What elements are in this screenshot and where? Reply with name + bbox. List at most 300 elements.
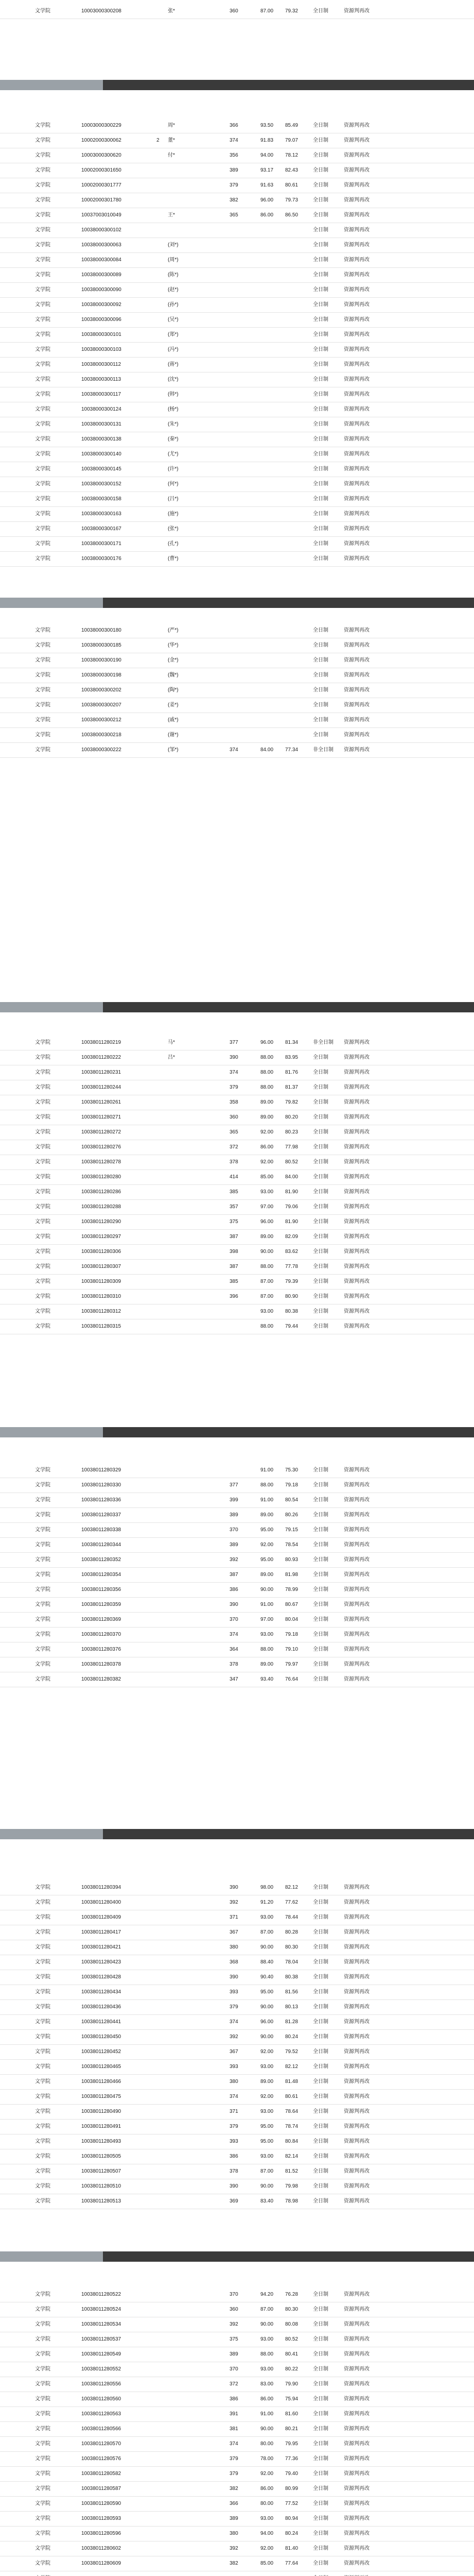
total-score-cell: 79.40	[285, 2471, 299, 2477]
prelim-score-cell: 382	[230, 197, 238, 203]
table-row	[0, 1970, 474, 1985]
table-row	[0, 4, 474, 19]
exam-id-cell: 10038011280278	[81, 1159, 121, 1165]
status-cell: 资源判再改	[344, 2396, 370, 2402]
exam-id-cell: 10038000300112	[81, 362, 121, 367]
name-cell: (姜*)	[168, 702, 179, 708]
dept-cell: 文学院	[35, 2079, 50, 2084]
status-cell: 资源判再改	[344, 227, 370, 233]
dept-cell: 文学院	[35, 1219, 50, 1225]
study-mode-cell: 全日制	[313, 406, 328, 412]
exam-id-cell: 10038011280560	[81, 2396, 121, 2402]
dept-cell: 文学院	[35, 451, 50, 457]
study-mode-cell: 全日制	[313, 1279, 328, 1284]
status-cell: 资源判再改	[344, 2531, 370, 2536]
total-score-cell: 78.64	[285, 2109, 299, 2114]
status-cell: 资源判再改	[344, 1959, 370, 1965]
table-row	[0, 492, 474, 507]
status-cell: 资源判再改	[344, 526, 370, 532]
table-row	[0, 1304, 474, 1319]
retest-score-cell: 91.20	[260, 1900, 274, 1905]
table-row	[0, 178, 474, 193]
prelim-score-cell: 365	[230, 212, 238, 218]
retest-score-cell: 89.00	[260, 1234, 274, 1240]
total-score-cell: 80.84	[285, 2139, 299, 2144]
dept-cell: 文学院	[35, 2168, 50, 2174]
exam-id-cell: 10038011280602	[81, 2546, 121, 2551]
prelim-score-cell: 385	[230, 1189, 238, 1195]
retest-score-cell: 91.00	[260, 1602, 274, 1607]
exam-id-cell: 10038011280290	[81, 1219, 121, 1225]
prelim-score-cell: 378	[230, 2168, 238, 2174]
retest-score-cell: 93.50	[260, 123, 274, 128]
study-mode-cell: 全日制	[313, 1482, 328, 1488]
total-score-cell: 83.62	[285, 1249, 299, 1255]
status-cell: 资源判再改	[344, 2064, 370, 2070]
study-mode-cell: 全日制	[313, 1617, 328, 1622]
study-mode-cell: 全日制	[313, 1662, 328, 1667]
study-mode-cell: 全日制	[313, 451, 328, 457]
retest-score-cell: 92.00	[260, 2094, 274, 2099]
table-row	[0, 1672, 474, 1687]
exam-id-cell: 10038000300218	[81, 732, 121, 738]
total-score-cell: 80.13	[285, 2004, 299, 2010]
dept-cell: 文学院	[35, 2336, 50, 2342]
exam-id-cell: 10038011280354	[81, 1572, 121, 1578]
dept-cell: 文学院	[35, 1602, 50, 1607]
total-score-cell: 77.36	[285, 2456, 299, 2462]
total-score-cell: 80.67	[285, 1602, 299, 1607]
prelim-score-cell: 387	[230, 1234, 238, 1240]
total-score-cell: 78.04	[285, 1959, 299, 1965]
total-score-cell: 80.61	[285, 182, 299, 188]
status-cell: 资源判再改	[344, 2381, 370, 2387]
table-row	[0, 1200, 474, 1215]
total-score-cell: 77.52	[285, 2501, 299, 2506]
exam-id-cell: 10038011280231	[81, 1070, 121, 1075]
dept-cell: 文学院	[35, 1324, 50, 1329]
status-cell: 资源判再改	[344, 1497, 370, 1503]
prelim-score-cell: 364	[230, 1647, 238, 1652]
dept-cell: 文学院	[35, 1279, 50, 1284]
prelim-score-cell: 366	[230, 2501, 238, 2506]
exam-id-cell: 10038011280376	[81, 1647, 121, 1652]
study-mode-cell: 全日制	[313, 377, 328, 382]
prelim-score-cell: 374	[230, 2441, 238, 2447]
section-divider	[0, 1002, 474, 1012]
exam-id-cell: 10038011280441	[81, 2019, 121, 2025]
retest-score-cell: 95.00	[260, 1527, 274, 1533]
name-cell: 张*	[168, 8, 175, 14]
exam-id-cell: 10037003010049	[81, 212, 121, 218]
status-cell: 资源判再改	[344, 2471, 370, 2477]
total-score-cell: 79.98	[285, 2183, 299, 2189]
dept-cell: 文学院	[35, 1264, 50, 1269]
table-row	[0, 343, 474, 358]
dept-cell: 文学院	[35, 2049, 50, 2055]
name-cell: (戚*)	[168, 717, 179, 723]
total-score-cell: 81.28	[285, 2019, 299, 2025]
exam-id-cell: 10038000300089	[81, 272, 121, 278]
table-row	[0, 298, 474, 313]
prelim-score-cell: 389	[230, 167, 238, 173]
prelim-score-cell: 386	[230, 2154, 238, 2159]
name-cell: (邹*)	[168, 747, 179, 753]
total-score-cell: 78.54	[285, 1542, 299, 1548]
study-mode-cell: 全日制	[313, 2049, 328, 2055]
prelim-score-cell: 374	[230, 747, 238, 753]
dept-cell: 文学院	[35, 1070, 50, 1075]
total-score-cell: 82.12	[285, 2064, 299, 2070]
table-block	[0, 1880, 474, 2209]
exam-id-cell: 10038000300117	[81, 392, 121, 397]
exam-id-cell: 10003000300620	[81, 152, 121, 158]
study-mode-cell: 全日制	[313, 2292, 328, 2297]
total-score-cell: 80.04	[285, 1617, 299, 1622]
table-row	[0, 1657, 474, 1672]
dept-cell: 文学院	[35, 1885, 50, 1890]
dept-cell: 文学院	[35, 1129, 50, 1135]
table-row	[0, 1985, 474, 2000]
prelim-score-cell: 392	[230, 2546, 238, 2551]
exam-id-cell: 10038011280582	[81, 2471, 121, 2477]
study-mode-cell: 全日制	[313, 481, 328, 487]
prelim-score-cell: 367	[230, 1929, 238, 1935]
table-row	[0, 2015, 474, 2030]
prelim-score-cell: 378	[230, 1662, 238, 1667]
status-cell: 资源判再改	[344, 1234, 370, 1240]
total-score-cell: 75.94	[285, 2396, 299, 2402]
exam-id-cell: 10002000301780	[81, 197, 121, 203]
dept-cell: 文学院	[35, 1617, 50, 1622]
retest-score-cell: 90.00	[260, 2034, 274, 2040]
name-cell: (冯*)	[168, 347, 179, 352]
dept-cell: 文学院	[35, 526, 50, 532]
exam-id-cell	[81, 2571, 155, 2576]
total-score-cell: 78.74	[285, 2124, 299, 2129]
exam-id-cell: 10038011280505	[81, 2154, 121, 2159]
table-block	[0, 1463, 474, 1687]
exam-id-cell: 10038011280423	[81, 1959, 121, 1965]
mark-cell: 2	[156, 138, 160, 143]
dept-cell: 文学院	[35, 2381, 50, 2387]
dept-cell: 文学院	[35, 481, 50, 487]
study-mode-cell: 全日制	[313, 2139, 328, 2144]
total-score-cell: 79.90	[285, 2381, 299, 2387]
prelim-score-cell: 391	[230, 2411, 238, 2417]
table-row	[0, 1925, 474, 1940]
study-mode-cell: 全日制	[313, 1914, 328, 1920]
study-mode-cell: 全日制	[313, 152, 328, 158]
dept-cell: 文学院	[35, 642, 50, 648]
study-mode-cell: 全日制	[313, 702, 328, 708]
prelim-score-cell: 375	[230, 1219, 238, 1225]
dept-cell: 文学院	[35, 2198, 50, 2204]
prelim-score-cell: 370	[230, 2292, 238, 2297]
status-cell: 资源判再改	[344, 1249, 370, 1255]
table-row	[0, 2149, 474, 2164]
study-mode-cell: 全日制	[313, 347, 328, 352]
name-cell: (刘*)	[168, 242, 179, 248]
study-mode-cell: 全日制	[313, 466, 328, 472]
study-mode-cell: 全日制	[313, 2426, 328, 2432]
status-cell: 资源判再改	[344, 717, 370, 723]
table-row	[0, 1642, 474, 1657]
study-mode-cell: 全日制	[313, 1324, 328, 1329]
dept-cell: 文学院	[35, 2094, 50, 2099]
dept-cell: 文学院	[35, 2471, 50, 2477]
dept-cell: 文学院	[35, 556, 50, 562]
retest-score-cell: 90.00	[260, 2183, 274, 2189]
table-row	[0, 1478, 474, 1493]
table-row	[0, 2482, 474, 2497]
exam-id-cell: 10038000300096	[81, 317, 121, 323]
retest-score-cell: 90.00	[260, 2426, 274, 2432]
prelim-score-cell: 392	[230, 2321, 238, 2327]
study-mode-cell: 全日制	[313, 1944, 328, 1950]
exam-id-cell: 10038000300171	[81, 541, 121, 547]
dept-cell: 文学院	[35, 1467, 50, 1473]
retest-score-cell: 89.00	[260, 1114, 274, 1120]
dept-cell: 文学院	[35, 541, 50, 547]
study-mode-cell: 全日制	[313, 2471, 328, 2477]
study-mode-cell: 全日制	[313, 1144, 328, 1150]
dept-cell: 文学院	[35, 1527, 50, 1533]
status-cell: 资源判再改	[344, 1989, 370, 1995]
dept-cell: 文学院	[35, 2441, 50, 2447]
dept-cell: 文学院	[35, 1084, 50, 1090]
study-mode-cell: 全日制	[313, 672, 328, 678]
study-mode-cell: 全日制	[313, 1129, 328, 1135]
dept-cell: 文学院	[35, 496, 50, 502]
total-score-cell: 79.15	[285, 1527, 299, 1533]
table-row	[0, 552, 474, 567]
study-mode-cell: 全日制	[313, 628, 328, 633]
status-cell: 资源判再改	[344, 1040, 370, 1045]
exam-id-cell: 10038000300163	[81, 511, 121, 517]
retest-score-cell: 88.00	[260, 1647, 274, 1652]
name-cell: (华*)	[168, 642, 179, 648]
section-divider	[0, 598, 474, 608]
status-cell: 资源判再改	[344, 1676, 370, 1682]
total-score-cell: 81.37	[285, 1084, 299, 1090]
table-row	[0, 2134, 474, 2149]
status-cell: 资源判再改	[344, 451, 370, 457]
status-cell: 资源判再改	[344, 2004, 370, 2010]
status-cell: 资源判再改	[344, 287, 370, 293]
study-mode-cell: 全日制	[313, 2531, 328, 2536]
table-row	[0, 1110, 474, 1125]
exam-id-cell: 10038011280428	[81, 1974, 121, 1980]
table-row	[0, 447, 474, 462]
retest-score-cell: 96.00	[260, 2019, 274, 2025]
study-mode-cell: 全日制	[313, 2307, 328, 2312]
prelim-score-cell: 392	[230, 1557, 238, 1563]
table-row	[0, 2075, 474, 2090]
exam-id-cell: 10002000300062	[81, 138, 121, 143]
dept-cell: 文学院	[35, 392, 50, 397]
name-cell: (沈*)	[168, 377, 179, 382]
retest-score-cell: 87.00	[260, 2307, 274, 2312]
exam-id-cell: 10038011280329	[81, 1467, 121, 1473]
table-row	[0, 713, 474, 728]
name-cell: (赵*)	[168, 287, 179, 293]
total-score-cell: 80.23	[285, 1129, 299, 1135]
table-row	[0, 223, 474, 238]
table-row	[0, 2422, 474, 2437]
dept-cell: 文学院	[35, 272, 50, 278]
status-cell: 资源判再改	[344, 2034, 370, 2040]
prelim-score-cell	[230, 2571, 252, 2576]
table-block	[0, 1036, 474, 1334]
table-row	[0, 2377, 474, 2392]
study-mode-cell: 全日制	[313, 511, 328, 517]
status-cell: 资源判再改	[344, 1099, 370, 1105]
retest-score-cell: 83.00	[260, 2381, 274, 2387]
table-row	[0, 1523, 474, 1538]
dept-cell: 文学院	[35, 2034, 50, 2040]
prelim-score-cell: 380	[230, 2079, 238, 2084]
exam-id-cell: 10038011280297	[81, 1234, 121, 1240]
prelim-score-cell: 360	[230, 8, 238, 14]
study-mode-cell: 全日制	[313, 1989, 328, 1995]
status-cell: 资源判再改	[344, 1070, 370, 1075]
total-score-cell: 80.20	[285, 1114, 299, 1120]
total-score-cell: 80.99	[285, 2486, 299, 2492]
table-row	[0, 2090, 474, 2105]
section-divider	[0, 80, 474, 90]
prelim-score-cell: 389	[230, 2351, 238, 2357]
prelim-score-cell: 382	[230, 2486, 238, 2492]
dept-cell: 文学院	[35, 377, 50, 382]
prelim-score-cell: 379	[230, 2456, 238, 2462]
dept-cell: 文学院	[35, 1174, 50, 1180]
status-cell: 资源判再改	[344, 1189, 370, 1195]
total-score-cell: 77.78	[285, 1264, 299, 1269]
dept-cell: 文学院	[35, 2516, 50, 2521]
exam-id-cell: 10038011280244	[81, 1084, 121, 1090]
status-cell: 资源判再改	[344, 272, 370, 278]
total-score-cell: 80.30	[285, 2307, 299, 2312]
dept-cell: 文学院	[35, 182, 50, 188]
status-cell: 资源判再改	[344, 1324, 370, 1329]
status-cell: 资源判再改	[344, 702, 370, 708]
table-row	[0, 2541, 474, 2556]
exam-id-cell: 10038011280280	[81, 1174, 121, 1180]
retest-score-cell: 95.00	[260, 2139, 274, 2144]
exam-id-cell: 10038011280475	[81, 2094, 121, 2099]
prelim-score-cell: 399	[230, 1497, 238, 1503]
table-row	[0, 1260, 474, 1275]
study-mode-cell: 全日制	[313, 2034, 328, 2040]
exam-id-cell: 10038011280288	[81, 1204, 121, 1210]
table-row	[0, 1598, 474, 1613]
study-mode-cell: 全日制	[313, 2183, 328, 2189]
prelim-score-cell: 372	[230, 2381, 238, 2387]
name-cell: 董*	[168, 138, 175, 143]
study-mode-cell: 全日制	[313, 1204, 328, 1210]
study-mode-cell: 全日制	[313, 2168, 328, 2174]
name-cell: (陶*)	[168, 687, 179, 693]
retest-score-cell: 94.20	[260, 2292, 274, 2297]
study-mode-cell: 全日制	[313, 1234, 328, 1240]
status-cell: 资源判再改	[344, 332, 370, 337]
dept-cell: 文学院	[35, 2501, 50, 2506]
table-row	[0, 2164, 474, 2179]
retest-score-cell: 95.00	[260, 2124, 274, 2129]
exam-id-cell: 10038011280310	[81, 1294, 121, 1299]
retest-score-cell: 92.00	[260, 2471, 274, 2477]
exam-id-cell: 10038011280271	[81, 1114, 121, 1120]
study-mode-cell: 全日制	[313, 2109, 328, 2114]
table-row	[0, 2347, 474, 2362]
prelim-score-cell: 370	[230, 2366, 238, 2372]
dept-cell: 文学院	[35, 2486, 50, 2492]
exam-id-cell: 10038000300222	[81, 747, 121, 753]
status-cell: 资源判再改	[344, 2336, 370, 2342]
exam-id-cell: 10038000300202	[81, 687, 121, 693]
dept-cell: 文学院	[35, 2411, 50, 2417]
retest-score-cell: 96.00	[260, 1040, 274, 1045]
study-mode-cell: 全日制	[313, 2411, 328, 2417]
status-cell: 资源判再改	[344, 2019, 370, 2025]
status-cell: 资源判再改	[344, 1084, 370, 1090]
study-mode-cell: 全日制	[313, 257, 328, 263]
retest-score-cell: 84.00	[260, 747, 274, 753]
prelim-score-cell: 356	[230, 152, 238, 158]
exam-id-cell: 10038011280370	[81, 1632, 121, 1637]
table-row	[0, 402, 474, 417]
retest-score-cell: 95.00	[260, 1557, 274, 1563]
dept-cell: 文学院	[35, 1572, 50, 1578]
retest-score-cell: 93.00	[260, 1309, 274, 1314]
prelim-score-cell: 374	[230, 2094, 238, 2099]
study-mode-cell: 全日制	[313, 642, 328, 648]
total-score-cell: 80.90	[285, 1294, 299, 1299]
status-cell: 资源判再改	[344, 1129, 370, 1135]
dept-cell: 文学院	[35, 8, 50, 14]
exam-id-cell: 10038011280491	[81, 2124, 121, 2129]
total-score-cell: 81.98	[285, 1572, 299, 1578]
study-mode-cell: 全日制	[313, 2381, 328, 2387]
status-cell: 资源判再改	[344, 421, 370, 427]
study-mode-cell: 全日制	[313, 138, 328, 143]
total-score-cell: 83.95	[285, 1055, 299, 1060]
study-mode-cell: 全日制	[313, 302, 328, 308]
status-cell: 资源判再改	[344, 1944, 370, 1950]
prelim-score-cell: 369	[230, 2198, 238, 2204]
total-score-cell: 81.52	[285, 2168, 299, 2174]
study-mode-cell: 全日制	[313, 1467, 328, 1473]
retest-score-cell: 85.00	[260, 2561, 274, 2566]
table-row	[0, 2437, 474, 2452]
name-cell: (陈*)	[168, 272, 179, 278]
prelim-score-cell: 379	[230, 2471, 238, 2477]
status-cell: 资源判再改	[344, 1294, 370, 1299]
status-cell: 资源判再改	[344, 1264, 370, 1269]
status-cell: 资源判再改	[344, 2154, 370, 2159]
prelim-score-cell: 365	[230, 1129, 238, 1135]
name-cell: (孔*)	[168, 541, 179, 547]
study-mode-cell: 全日制	[313, 2124, 328, 2129]
total-score-cell: 80.54	[285, 1497, 299, 1503]
status-cell: 资源判再改	[344, 1885, 370, 1890]
status-cell: 资源判再改	[344, 657, 370, 663]
exam-id-cell: 10038000300131	[81, 421, 121, 427]
table-row	[0, 2512, 474, 2527]
dept-cell: 文学院	[35, 242, 50, 248]
total-score-cell: 81.90	[285, 1189, 299, 1195]
